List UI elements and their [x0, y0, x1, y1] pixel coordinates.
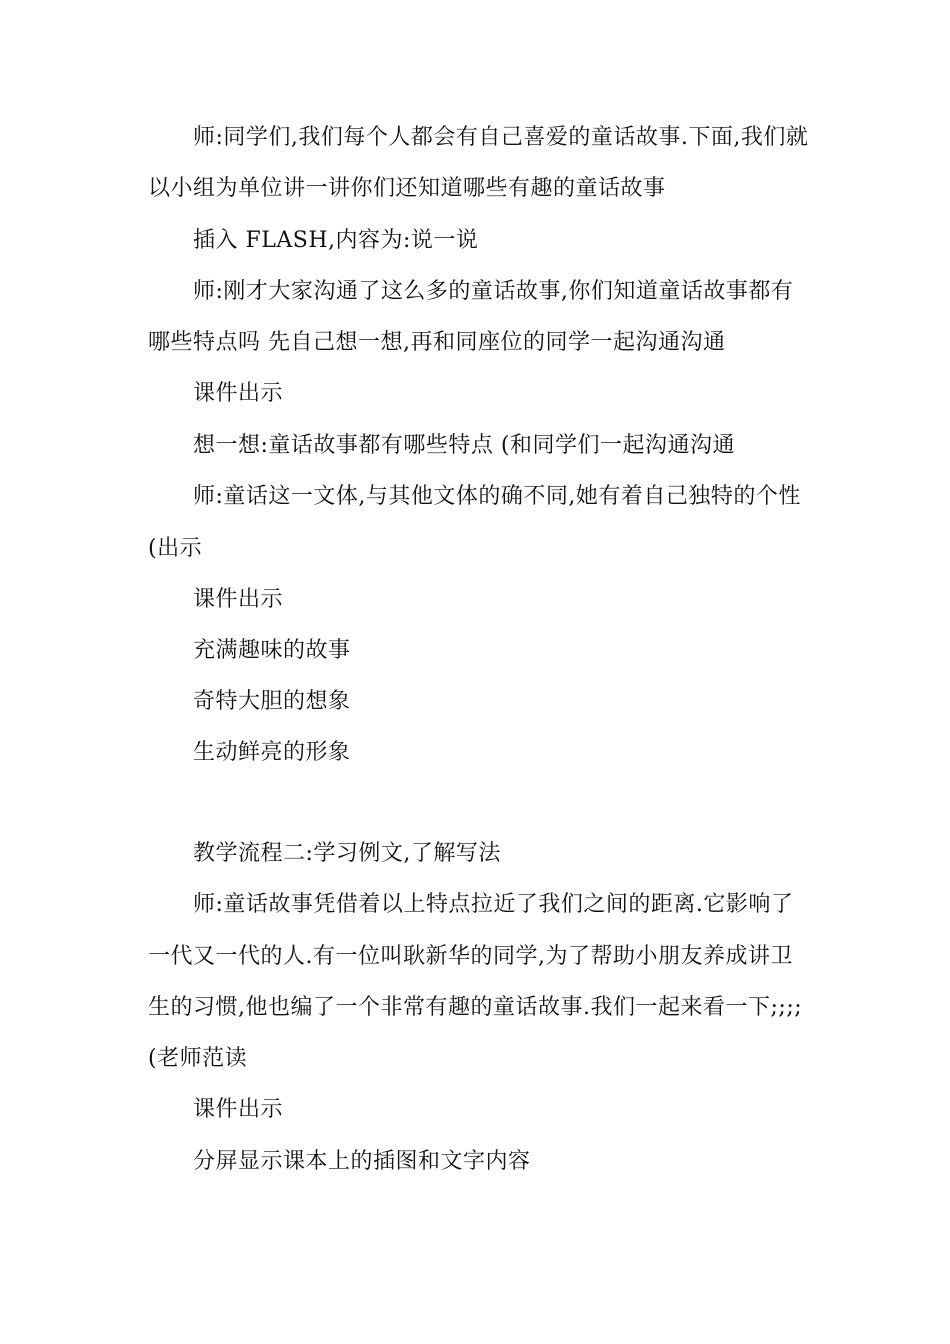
paragraph-line: 分屏显示课本上的插图和文字内容: [193, 1149, 531, 1174]
section-heading: 教学流程二:学习例文,了解写法: [193, 841, 501, 866]
paragraph-line: 师:刚才大家沟通了这么多的童话故事,你们知道童话故事都有: [193, 279, 794, 304]
list-item: 奇特大胆的想象: [193, 689, 351, 714]
paragraph-line: (老师范读: [148, 1046, 248, 1071]
paragraph-line: 师:同学们,我们每个人都会有自己喜爱的童话故事.下面,我们就: [193, 125, 809, 150]
paragraph-line: (出示: [148, 536, 203, 561]
paragraph-line: 以小组为单位讲一讲你们还知道哪些有趣的童话故事: [148, 176, 666, 201]
paragraph-line: 课件出示: [193, 381, 284, 406]
list-item: 充满趣味的故事: [193, 638, 351, 663]
paragraph-line: 师:童话故事凭借着以上特点拉近了我们之间的距离.它影响了: [193, 892, 794, 917]
paragraph-line: 一代又一代的人.有一位叫耿新华的同学,为了帮助小朋友养成讲卫: [148, 944, 793, 969]
paragraph-line: 哪些特点吗 先自己想一想,再和同座位的同学一起沟通沟通: [148, 330, 726, 355]
paragraph-line: 生的习惯,他也编了一个非常有趣的童话故事.我们一起来看一下;;;;: [148, 995, 803, 1020]
paragraph-line: 想一想:童话故事都有哪些特点 (和同学们一起沟通沟通: [193, 433, 735, 458]
paragraph-line: 插入 FLASH,内容为:说一说: [193, 228, 479, 253]
paragraph-line: 师:童话这一文体,与其他文体的确不同,她有着自己独特的个性: [193, 484, 801, 509]
list-item: 生动鲜亮的形象: [193, 740, 351, 765]
paragraph-line: 课件出示: [193, 1097, 284, 1122]
paragraph-line: 课件出示: [193, 587, 284, 612]
